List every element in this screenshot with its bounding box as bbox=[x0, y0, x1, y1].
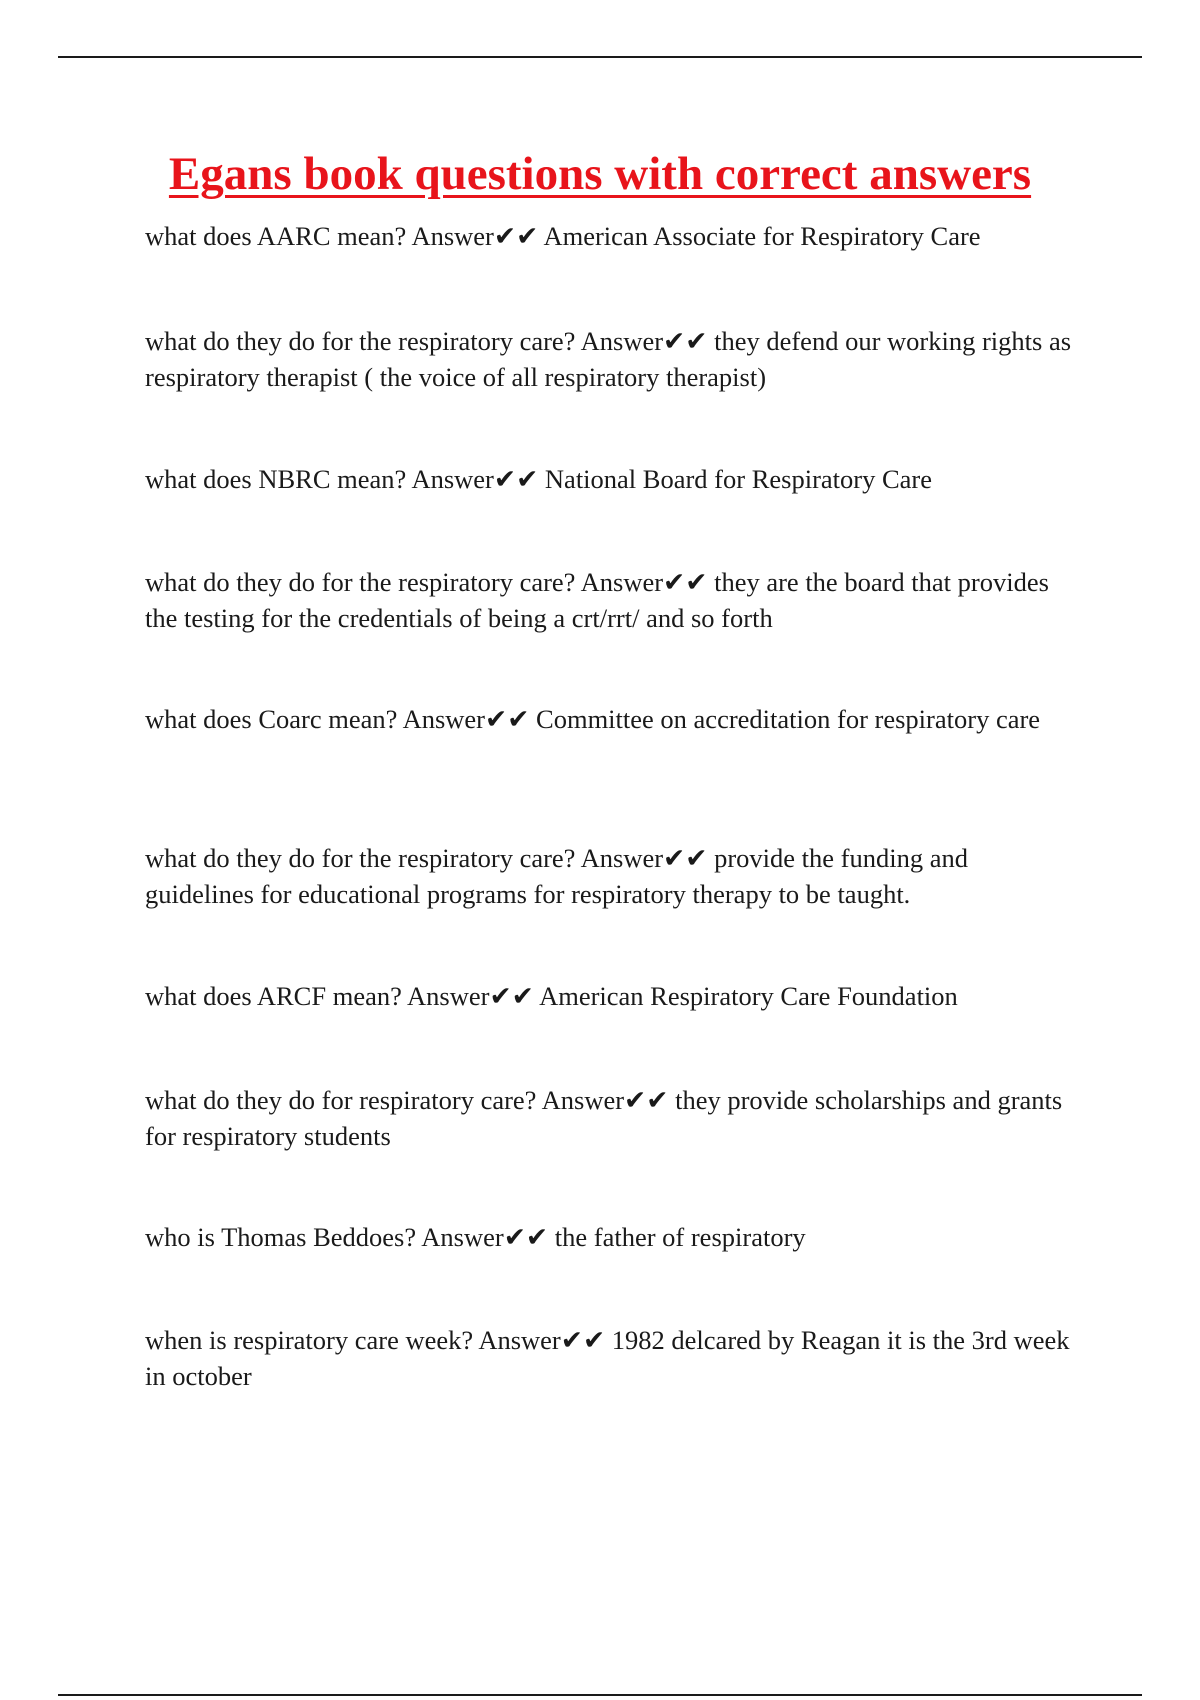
question: when is respiratory care week? bbox=[145, 1325, 474, 1355]
answer: American Respiratory Care Foundation bbox=[539, 981, 958, 1011]
answer: they defend our working rights as respiratory therapist ( the voice of all respiratory therapist) bbox=[145, 326, 1072, 392]
qa-item-7 bbox=[145, 978, 1075, 1014]
qa-item-3 bbox=[145, 461, 1075, 497]
question: what do they do for the respiratory care? bbox=[145, 843, 576, 873]
answer-marker: Answer✔✔ bbox=[402, 704, 530, 734]
answer-marker: Answer✔✔ bbox=[580, 567, 708, 597]
answer: the father of respiratory bbox=[554, 1222, 806, 1252]
answer: 1982 delcared by Reagan it is the 3rd week in october bbox=[145, 1325, 1070, 1391]
question: what do they do for the respiratory care? bbox=[145, 567, 576, 597]
qa-item-6 bbox=[145, 840, 1075, 912]
qa-item-2 bbox=[145, 323, 1075, 395]
qa-item-1 bbox=[145, 218, 1075, 254]
answer-marker: Answer✔✔ bbox=[541, 1085, 669, 1115]
qa-item-10 bbox=[145, 1322, 1075, 1394]
qa-item-9 bbox=[145, 1219, 1075, 1255]
answer-marker: Answer✔✔ bbox=[411, 464, 539, 494]
qa-item-8 bbox=[145, 1082, 1075, 1154]
header-rule bbox=[58, 56, 1142, 58]
document-title: Egans book questions with correct answers bbox=[168, 148, 1032, 200]
question: what does NBRC mean? bbox=[145, 464, 407, 494]
answer: they provide scholarships and grants for respiratory students bbox=[145, 1085, 1063, 1151]
answer: Committee on accreditation for respiratory care bbox=[536, 704, 1041, 734]
question: what does Coarc mean? bbox=[145, 704, 398, 734]
qa-item-4 bbox=[145, 564, 1075, 636]
answer-marker: Answer✔✔ bbox=[580, 843, 708, 873]
answer-marker: Answer✔✔ bbox=[478, 1325, 606, 1355]
answer: they are the board that provides the testing for the credentials of being a crt/rrt/ and so forth bbox=[145, 567, 1049, 633]
question: what does ARCF mean? bbox=[145, 981, 402, 1011]
answer-marker: Answer✔✔ bbox=[421, 1222, 549, 1252]
answer: provide the funding and guidelines for educational programs for respiratory therapy to be taught. bbox=[145, 843, 968, 909]
answer: National Board for Respiratory Care bbox=[544, 464, 932, 494]
question: what do they do for respiratory care? bbox=[145, 1085, 537, 1115]
answer-marker: Answer✔✔ bbox=[407, 981, 534, 1011]
question: who is Thomas Beddoes? bbox=[145, 1222, 417, 1252]
answer-marker: Answer✔✔ bbox=[411, 221, 539, 251]
question: what do they do for the respiratory care? bbox=[145, 326, 576, 356]
question: what does AARC mean? bbox=[145, 221, 407, 251]
footer-rule bbox=[58, 1694, 1142, 1696]
answer: American Associate for Respiratory Care bbox=[543, 221, 981, 251]
answer-marker: Answer✔✔ bbox=[580, 326, 708, 356]
qa-item-5 bbox=[145, 701, 1075, 737]
